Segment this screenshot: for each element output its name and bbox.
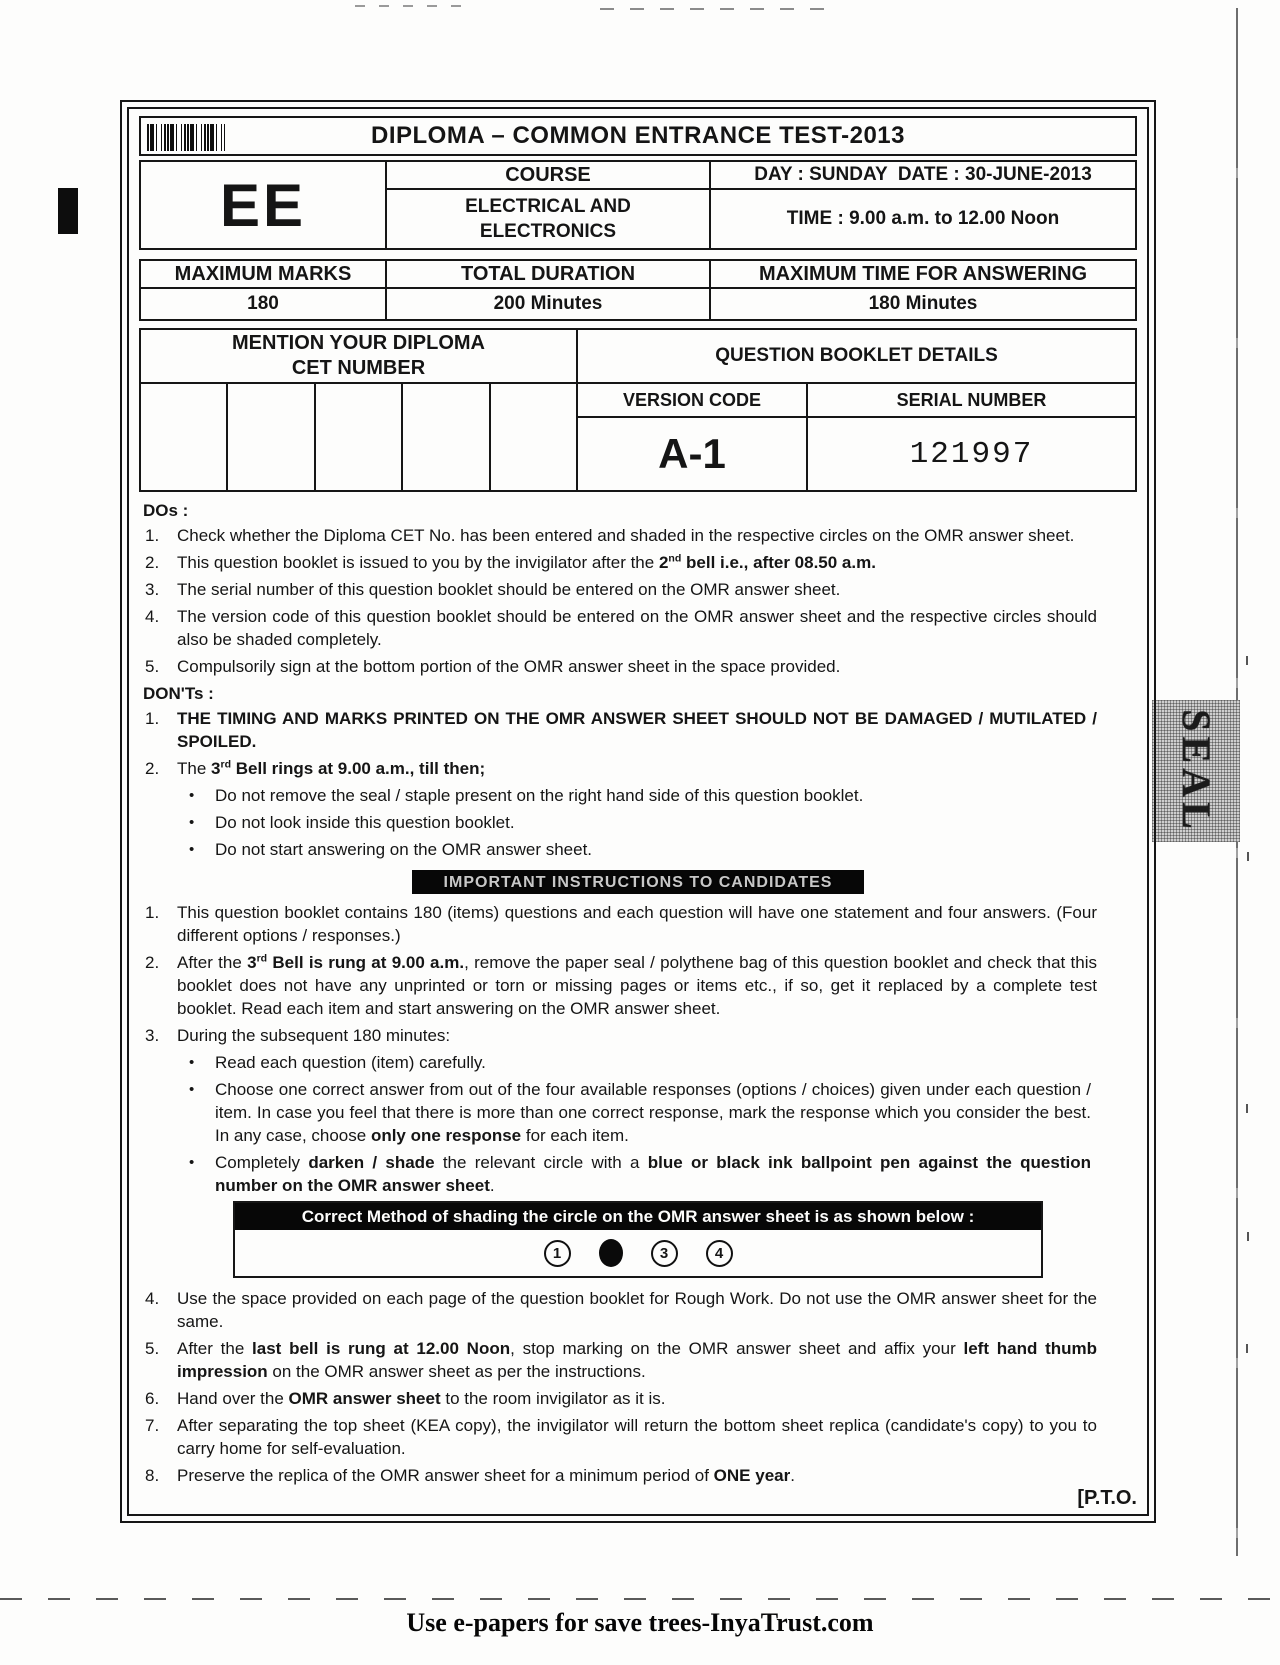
cet-number-cell xyxy=(491,384,576,490)
course-name xyxy=(387,190,711,248)
option-circle-3: 3 xyxy=(651,1240,678,1267)
list-number: 5. xyxy=(145,1339,160,1358)
scan-artifact-dash xyxy=(1246,1104,1248,1113)
list-number: 3. xyxy=(145,1026,160,1045)
list-number: 7. xyxy=(145,1416,160,1435)
bullet-icon: • xyxy=(189,1154,195,1171)
bullet-icon: • xyxy=(189,787,195,804)
list-number: 3. xyxy=(145,580,160,599)
cet-number-cell xyxy=(403,384,490,490)
sheet-inner-border xyxy=(127,107,1149,1516)
shading-method-box xyxy=(233,1201,1043,1278)
list-text: The version code of this question booklet should be entered on the OMR answer sheet and the respective circles should also be shaded completely. xyxy=(177,607,1097,649)
bullet-item xyxy=(183,811,1137,834)
list-text: Use the space provided on each page of the question booklet for Rough Work. Do not use the OMR answer sheet for the same. xyxy=(177,1289,1097,1331)
list-item xyxy=(139,578,1137,601)
list-text: This question booklet contains 180 (items) questions and each question will have one statement and four answers. (Four different options / responses.) xyxy=(177,903,1097,945)
list-item xyxy=(139,1387,1137,1410)
barcode-icon xyxy=(147,124,225,151)
cet-number-cell xyxy=(316,384,403,490)
list-text: Compulsorily sign at the bottom portion of the OMR answer sheet in the space provided. xyxy=(177,657,841,676)
booklet-details-header: QUESTION BOOKLET DETAILS xyxy=(715,345,998,366)
bullet-icon: • xyxy=(189,1081,195,1098)
bullet-item xyxy=(183,1051,1137,1074)
bullet-item xyxy=(183,1078,1137,1147)
scan-artifact-dash xyxy=(1246,656,1248,665)
option-circle-filled xyxy=(599,1239,623,1267)
bullet-item xyxy=(183,1151,1137,1197)
list-text: After the last bell is rung at 12.00 Noon, stop marking on the OMR answer sheet and affix your left hand thumb impression on the OMR answer sheet as per the instructions. xyxy=(177,1339,1098,1381)
cet-number-cell xyxy=(141,384,228,490)
booklet-header-row xyxy=(141,330,1135,384)
course-name-line2: ELECTRONICS xyxy=(479,221,617,242)
scan-artifact-dashes xyxy=(600,8,830,10)
scan-artifact-dash xyxy=(1246,1344,1248,1353)
paper-seal xyxy=(1152,700,1240,842)
list-item xyxy=(139,901,1137,947)
cet-number-cell xyxy=(228,384,315,490)
list-text: After separating the top sheet (KEA copy), the invigilator will return the bottom sheet replica (candidate's copy) to you to carry home for self-evaluation. xyxy=(177,1416,1097,1458)
list-number: 1. xyxy=(145,709,160,728)
list-text: Check whether the Diploma CET No. has been entered and shaded in the respective circles on the OMR answer sheet. xyxy=(177,526,1075,545)
list-text: Preserve the replica of the OMR answer sheet for a minimum period of ONE year. xyxy=(177,1466,795,1485)
list-item xyxy=(139,1024,1137,1047)
list-number: 6. xyxy=(145,1389,160,1408)
list-item xyxy=(139,655,1137,678)
cet-header-line1: MENTION YOUR DIPLOMA xyxy=(232,332,485,354)
max-time-value: 180 Minutes xyxy=(868,293,978,314)
list-text: Hand over the OMR answer sheet to the room invigilator as it is. xyxy=(177,1389,666,1408)
total-duration-header: TOTAL DURATION xyxy=(387,261,711,289)
shading-method-options xyxy=(235,1230,1041,1276)
list-number: 1. xyxy=(145,526,160,545)
list-number: 2. xyxy=(145,759,160,778)
list-number: 5. xyxy=(145,657,160,676)
shading-method-title: Correct Method of shading the circle on the OMR answer sheet is as shown below : xyxy=(235,1203,1041,1230)
list-item xyxy=(139,1287,1137,1333)
marks-table xyxy=(139,259,1137,321)
instructions-body xyxy=(139,499,1137,1510)
cet-number-header xyxy=(141,330,578,382)
page-title: DIPLOMA – COMMON ENTRANCE TEST-2013 xyxy=(370,122,905,149)
list-item xyxy=(139,951,1137,1020)
list-item xyxy=(139,605,1137,651)
max-marks-header: MAXIMUM MARKS xyxy=(141,261,387,289)
bullet-text: Read each question (item) carefully. xyxy=(215,1053,486,1072)
max-time-header: MAXIMUM TIME FOR ANSWERING xyxy=(711,261,1135,289)
list-text: The serial number of this question booklet should be entered on the OMR answer sheet. xyxy=(177,580,841,599)
list-item xyxy=(139,1337,1137,1383)
list-item xyxy=(139,707,1137,753)
bullet-text: Choose one correct answer from out of the four available responses (options / choices) given under each question / item. In case you feel that there is more than one correct response, mark the response which you consider the best. In any case, choose only one response for each item. xyxy=(215,1080,1091,1145)
option-circle-4: 4 xyxy=(706,1240,733,1267)
scan-black-tab xyxy=(58,188,78,234)
serial-number-column xyxy=(808,384,1135,490)
cet-header-line2: CET NUMBER xyxy=(291,357,426,379)
list-number: 4. xyxy=(145,1289,160,1308)
course-table xyxy=(139,160,1137,250)
version-code-column xyxy=(578,384,808,490)
list-text: During the subsequent 180 minutes: xyxy=(177,1026,451,1045)
option-circle-1: 1 xyxy=(544,1240,571,1267)
bullet-icon: • xyxy=(189,1054,195,1071)
list-number: 4. xyxy=(145,607,160,626)
serial-number-value: 121997 xyxy=(909,436,1034,472)
bullet-text: Do not look inside this question booklet. xyxy=(215,813,515,832)
list-item xyxy=(139,1464,1137,1487)
bullet-text: Completely darken / shade the relevant circle with a blue or black ink ballpoint pen against the question number on the OMR answer sheet. xyxy=(215,1153,1091,1195)
day-date-value: DAY : SUNDAY DATE : 30-JUNE-2013 xyxy=(711,162,1135,190)
bullet-item xyxy=(183,838,1137,861)
version-code-value: A-1 xyxy=(658,430,726,477)
list-item xyxy=(139,1414,1137,1460)
question-paper-sheet xyxy=(120,100,1156,1523)
course-name-line1: ELECTRICAL AND xyxy=(465,196,631,217)
max-marks-value: 180 xyxy=(141,289,387,319)
seal-label: SEAL xyxy=(1173,708,1219,834)
course-header: COURSE xyxy=(387,162,711,190)
cet-number-grid xyxy=(141,384,578,490)
list-item xyxy=(139,524,1137,547)
important-instructions-banner xyxy=(412,870,864,894)
pto-label: [P.T.O. xyxy=(1077,1487,1137,1509)
booklet-details-table xyxy=(139,328,1137,492)
bullet-text: Do not remove the seal / staple present on the right hand side of this question booklet. xyxy=(215,786,864,805)
list-number: 2. xyxy=(145,553,160,572)
dos-heading: DOs : xyxy=(143,501,189,520)
total-duration-value: 200 Minutes xyxy=(387,289,711,319)
scan-artifact-dashes xyxy=(355,5,475,7)
list-text: THE TIMING AND MARKS PRINTED ON THE OMR ANSWER SHEET SHOULD NOT BE DAMAGED / MUTILATED / SPOILED. xyxy=(177,709,1097,751)
time-value: TIME : 9.00 a.m. to 12.00 Noon xyxy=(786,208,1060,229)
version-code-header: VERSION CODE xyxy=(578,384,806,418)
list-item xyxy=(139,757,1137,780)
scan-artifact-dash xyxy=(1247,852,1249,861)
bullet-icon: • xyxy=(189,841,195,858)
list-number: 2. xyxy=(145,953,160,972)
list-text: The 3rd Bell rings at 9.00 a.m., till then; xyxy=(177,758,486,778)
list-item xyxy=(139,551,1137,574)
scan-artifact-dash xyxy=(1247,1232,1249,1241)
bullet-icon: • xyxy=(189,814,195,831)
serial-number-header: SERIAL NUMBER xyxy=(808,384,1135,418)
bullet-text: Do not start answering on the OMR answer sheet. xyxy=(215,840,593,859)
title-row xyxy=(139,116,1137,156)
footer-text: Use e-papers for save trees-InyaTrust.com xyxy=(406,1608,874,1637)
course-code: EE xyxy=(141,162,387,248)
list-text: This question booklet is issued to you by the invigilator after the 2nd bell i.e., after 08.50 a.m. xyxy=(177,552,876,572)
donts-heading: DON'Ts : xyxy=(143,684,214,703)
bullet-item xyxy=(183,784,1137,807)
list-number: 8. xyxy=(145,1466,160,1485)
booklet-value-row xyxy=(141,384,1135,490)
banner-text: IMPORTANT INSTRUCTIONS TO CANDIDATES xyxy=(443,873,833,891)
list-number: 1. xyxy=(145,903,160,922)
list-text: After the 3rd Bell is rung at 9.00 a.m., remove the paper seal / polythene bag of this question booklet and check that this booklet does not have any unprinted or torn or missing pages or items etc., if so, get it replaced by a complete test booklet. Read each item and start answering on the OMR answer sheet. xyxy=(177,952,1097,1018)
footer-divider xyxy=(0,1598,1280,1600)
